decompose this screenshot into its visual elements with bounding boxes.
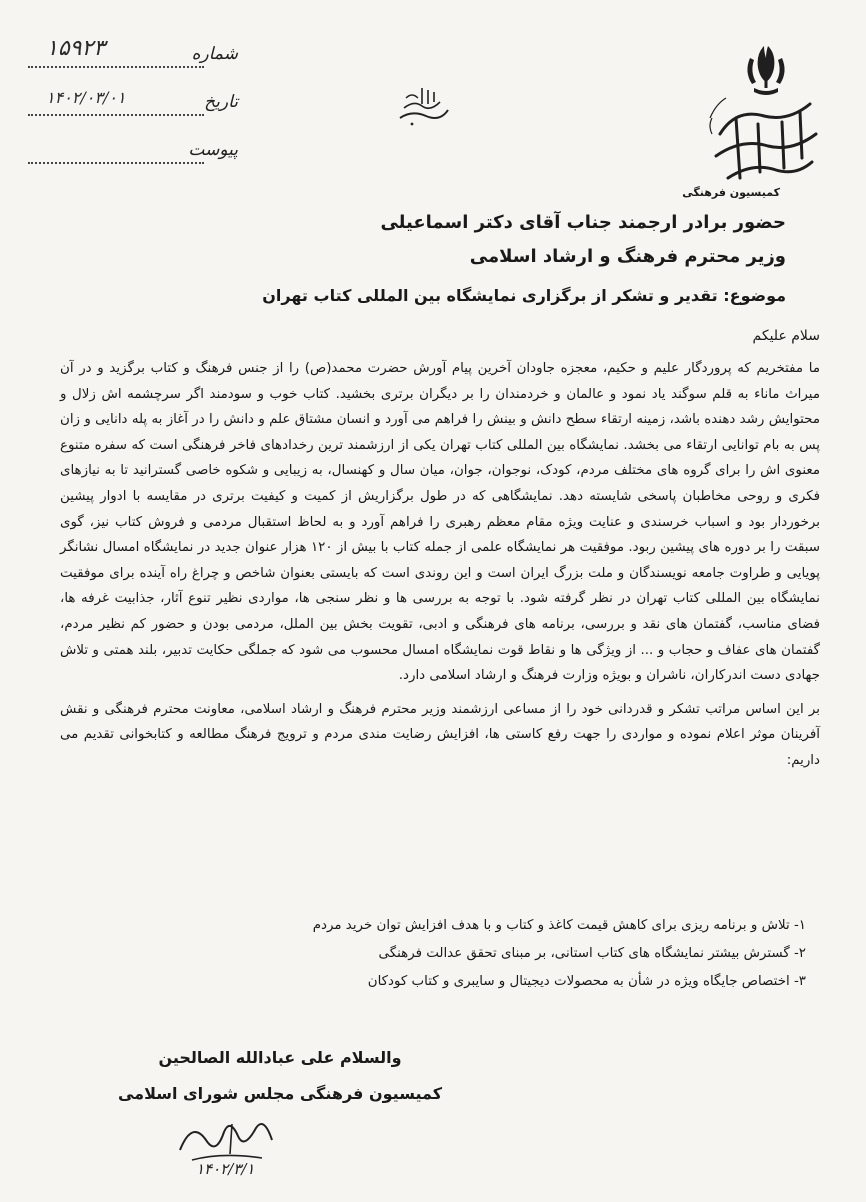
attachment-dots — [28, 162, 204, 164]
attachment-row — [28, 126, 238, 174]
handwritten-signature — [172, 1110, 282, 1190]
date-row — [28, 78, 238, 126]
addressee — [186, 206, 786, 274]
recommendation-item-3: ۳- اختصاص جایگاه ویژه در شأن به محصولات دیجیتال و سایبری و کتاب کودکان — [367, 974, 806, 989]
number-row — [28, 30, 238, 78]
number-dots — [28, 66, 204, 68]
number-label: شماره — [191, 44, 238, 64]
recommendation-item-2: ۲- گسترش بیشتر نمایشگاه های کتاب استانی، بر مبنای تحقق عدالت فرهنگی — [378, 946, 806, 961]
body-paragraph-2: بر این اساس مراتب تشکر و قدردانی خود را از مساعی ارزشمند وزیر محترم فرهنگ و ارشاد اسلامی، معاونت محترم فرهنگی و نقش آفرینان موثر اعلام نموده و مواردی را جهت رفع کاستی ها، افزایش رضایت مندی مردم و ترویج فرهنگ مطالعه و کتابخوانی تقدیم می داریم: — [60, 701, 820, 768]
parliament-emblem — [706, 38, 826, 208]
closing-block — [110, 1040, 450, 1112]
closing-sender: کمیسیون فرهنگی مجلس شورای اسلامی — [117, 1084, 443, 1103]
date-value: ۱۴۰۲/۰۳/۰۱ — [46, 88, 126, 107]
attachment-label: پیوست — [188, 140, 238, 160]
committee-name: کمیسیون فرهنگی — [682, 186, 780, 199]
date-label: تاریخ — [204, 92, 238, 112]
recommendation-item-1: ۱- تلاش و برنامه ریزی برای کاهش قیمت کاغذ و کتاب و با هدف افزایش توان خرید مردم — [312, 918, 806, 933]
closing-salutation: والسلام علی عبادالله الصالحین — [158, 1048, 402, 1067]
letter-body — [60, 356, 820, 774]
addressee-line-2: وزیر محترم فرهنگ و ارشاد اسلامی — [469, 246, 786, 267]
body-paragraph-1: ما مفتخریم که پروردگار علیم و حکیم، معجزه جاودان آخرین پیام آورش حضرت محمد(ص) را از جنس فرهنگ و کتاب برگزید و در آن میراث ماناء به قلم سوگند یاد نمود و عالمان و خردمندان را بر دیگران برتری بخشید. کتاب خوب و سودمند اگر سرچشمه اش زلال و محتوایش رشد دهنده باشد، زمینه ارتقاء سطح دانش و بینش را فراهم می آورد و انسان مشتاق علم و دانش را در آغاز به پله دانایی و زان پس به بام توانایی ارتقاء می بخشد. نمایشگاه بین المللی کتاب تهران یکی از ارزشمند ترین رخدادهای فاخر فرهنگی است که سفره متنوع معنوی اش را برای گروه های مختلف مردم، کودک، نوجوان، جوان، میان سال و کهنسال، به زیبایی و شکوه خاصی گسترانید تا به نیازهای فکری و روحی مخاطبان پاسخی شایسته دهد. نمایشگاهی که در طول برگزاریش از کمیت و کیفیت برتری در مقایسه با ادوار پیشین برخوردار بود و اسباب خرسندی و عنایت ویژه مقام معظم رهبری را فراهم آورد و به لحاظ استقبال مردمی و فروش کتاب نیز، گوی سبقت را بر دوره های پیشین ربود. موفقیت هر نمایشگاه علمی از جمله کتاب با بیش از ۱۲۰ هزار عنوان جدید در نمایشگاه امسال نشانگر پویایی و طراوت جامعه نویسندگان و ملت بزرگ ایران است و این روندی است که بایستی بعنوان شاخص و چراغ راه آینده برای موفقیت نمایشگاه بین المللی کتاب تهران در نظر گرفته شود. با توجه به بررسی ها و نظر سنجی ها، مواردی نظیر تنوع آثار، جذابیت غرفه ها، فضای مناسب، گفتمان های نقد و بررسی، برنامه های فرهنگی و ادبی، تقویت بخش بین الملل، مردمی بودن و حضور کم نظیر مردم، گفتمان های عفاف و حجاب و ... از ویژگی ها و نقاط قوت نمایشگاه امسال محسوب می شود که جملگی حکایت تدبیر، بلند همتی و تلاش جهادی دست اندرکاران، ناشران و بویژه وزارت فرهنگ و ارشاد اسلامی دارد. — [60, 361, 820, 684]
letter-subject: موضوع: تقدیر و تشکر از برگزاری نمایشگاه بین المللی کتاب تهران — [262, 286, 786, 305]
signature-date: ۱۴۰۲/۳/۱ — [196, 1160, 255, 1178]
recommendation-list — [166, 912, 806, 996]
letter-meta — [28, 30, 238, 174]
bismillah-calligraphy — [392, 80, 452, 130]
number-value: ۱۵۹۲۳ — [46, 36, 106, 61]
greeting: سلام علیکم — [752, 328, 820, 344]
date-dots — [28, 114, 204, 116]
addressee-line-1: حضور برادر ارجمند جناب آقای دکتر اسماعیلی — [380, 212, 786, 233]
